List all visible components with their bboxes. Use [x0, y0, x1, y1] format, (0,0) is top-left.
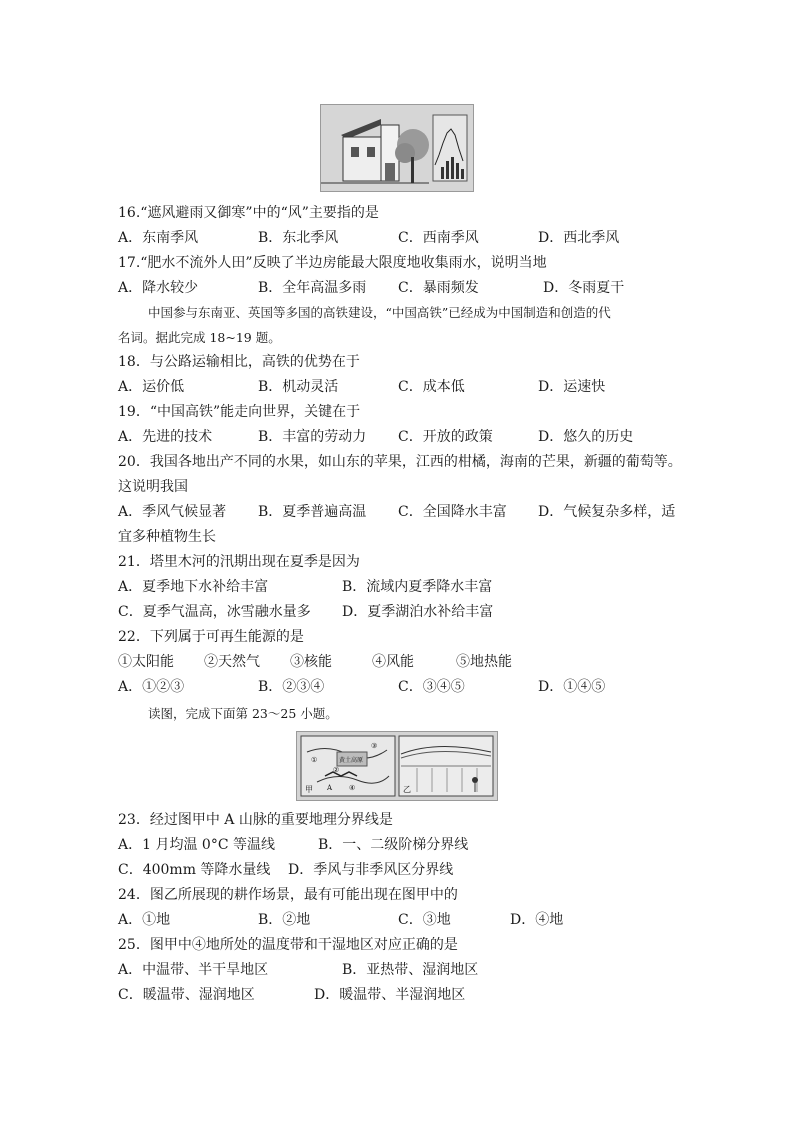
- q17-option-a[interactable]: A．降水较少: [118, 280, 199, 296]
- q22-option-d[interactable]: D．①④⑤: [538, 679, 606, 695]
- q23-option-a[interactable]: A．1 月均温 0°C 等温线: [118, 837, 275, 853]
- q25-stem: 25．图甲中④地所处的温度带和干湿地区对应正确的是: [118, 937, 458, 953]
- q21-option-c[interactable]: C．夏季气温高，冰雪融水量多: [118, 604, 311, 620]
- map-point-1: ①: [311, 756, 318, 764]
- q22-item-1: ①太阳能: [118, 654, 174, 670]
- q22-item-4: ④风能: [372, 654, 414, 670]
- q23-option-b[interactable]: B．一、二级阶梯分界线: [318, 837, 469, 853]
- map-mountain-label: A: [327, 784, 333, 792]
- q19-option-b[interactable]: B．丰富的劳动力: [258, 429, 367, 445]
- q21-option-d[interactable]: D．夏季湖泊水补给丰富: [342, 604, 494, 620]
- q24-option-c[interactable]: C．③地: [398, 912, 451, 928]
- q17-option-c[interactable]: C．暴雨频发: [398, 280, 479, 296]
- map-scene-illustration: [297, 732, 497, 800]
- q20-option-c[interactable]: C．全国降水丰富: [398, 504, 507, 520]
- q16-stem: 16.“遮风避雨又御寒”中的“风”主要指的是: [118, 205, 379, 221]
- q17-option-d[interactable]: D．冬雨夏干: [543, 280, 625, 296]
- q18-option-a[interactable]: A．运价低: [118, 379, 185, 395]
- q19-option-c[interactable]: C．开放的政策: [398, 429, 493, 445]
- q23-stem: 23．经过图甲中 A 山脉的重要地理分界线是: [118, 812, 393, 828]
- q18-option-d[interactable]: D．运速快: [538, 379, 606, 395]
- q20-stem-cont: 这说明我国: [118, 479, 188, 495]
- q21-stem: 21．塔里木河的汛期出现在夏季是因为: [118, 554, 360, 570]
- house-climate-illustration: [321, 105, 473, 191]
- q19-option-d[interactable]: D．悠久的历史: [538, 429, 634, 445]
- q23-option-c[interactable]: C．400mm 等降水量线: [118, 862, 271, 878]
- q17-option-b[interactable]: B．全年高温多雨: [258, 280, 367, 296]
- q25-option-c[interactable]: C．暖温带、湿润地区: [118, 987, 255, 1003]
- q25-option-a[interactable]: A．中温带、半干旱地区: [118, 962, 269, 978]
- q22-item-2: ②天然气: [204, 654, 260, 670]
- rail-passage-line-2: 名词。据此完成 18~19 题。: [118, 330, 281, 345]
- q24-stem: 24．图乙所展现的耕作场景，最有可能出现在图甲中的: [118, 887, 458, 903]
- q21-option-a[interactable]: A．夏季地下水补给丰富: [118, 579, 269, 595]
- q16-option-c[interactable]: C．西南季风: [398, 230, 479, 246]
- q22-option-a[interactable]: A．①②③: [118, 679, 185, 695]
- q19-option-a[interactable]: A．先进的技术: [118, 429, 213, 445]
- q24-option-d[interactable]: D．④地: [510, 912, 564, 928]
- q21-option-b[interactable]: B．流域内夏季降水丰富: [342, 579, 493, 595]
- q20-option-d-cont: 宜多种植物生长: [118, 529, 216, 545]
- map-region-label: 黄土高原: [339, 757, 364, 764]
- q20-option-a[interactable]: A．季风气候显著: [118, 504, 227, 520]
- q18-option-b[interactable]: B．机动灵活: [258, 379, 339, 395]
- q16-option-b[interactable]: B．东北季风: [258, 230, 339, 246]
- map-passage-intro: 读图，完成下面第 23～25 小题。: [148, 706, 338, 721]
- q19-stem: 19．“中国高铁”能走向世界，关键在于: [118, 404, 361, 420]
- q20-stem: 20．我国各地出产不同的水果，如山东的苹果，江西的柑橘，海南的芒果，新疆的葡萄等。: [118, 454, 682, 470]
- q18-stem: 18．与公路运输相比，高铁的优势在于: [118, 354, 360, 370]
- q16-option-d[interactable]: D．西北季风: [538, 230, 620, 246]
- q23-option-d[interactable]: D．季风与非季风区分界线: [288, 862, 454, 878]
- map-point-3: ③: [371, 742, 378, 750]
- map-label-jia: 甲: [305, 785, 313, 794]
- rail-passage-line-1: 中国参与东南亚、英国等多国的高铁建设，“中国高铁”已经成为中国制造和创造的代: [148, 305, 611, 320]
- q24-option-b[interactable]: B．②地: [258, 912, 311, 928]
- q22-option-b[interactable]: B．②③④: [258, 679, 325, 695]
- q18-option-c[interactable]: C．成本低: [398, 379, 465, 395]
- q20-option-b[interactable]: B．夏季普遍高温: [258, 504, 367, 520]
- q22-item-5: ⑤地热能: [456, 654, 512, 670]
- house-climate-figure: [320, 104, 474, 192]
- q22-item-3: ③核能: [290, 654, 332, 670]
- q16-option-a[interactable]: A．东南季风: [118, 230, 199, 246]
- q24-option-a[interactable]: A．①地: [118, 912, 171, 928]
- map-point-2: ②: [333, 766, 340, 774]
- map-scene-figure: [296, 731, 498, 801]
- scene-label-yi: 乙: [403, 785, 411, 794]
- map-point-4: ④: [349, 784, 356, 792]
- q25-option-d[interactable]: D．暖温带、半湿润地区: [314, 987, 466, 1003]
- q25-option-b[interactable]: B．亚热带、湿润地区: [342, 962, 479, 978]
- q22-option-c[interactable]: C．③④⑤: [398, 679, 465, 695]
- q22-stem: 22．下列属于可再生能源的是: [118, 629, 304, 645]
- q17-stem: 17.“肥水不流外人田”反映了半边房能最大限度地收集雨水，说明当地: [118, 255, 547, 271]
- q20-option-d[interactable]: D．气候复杂多样，适: [538, 504, 676, 520]
